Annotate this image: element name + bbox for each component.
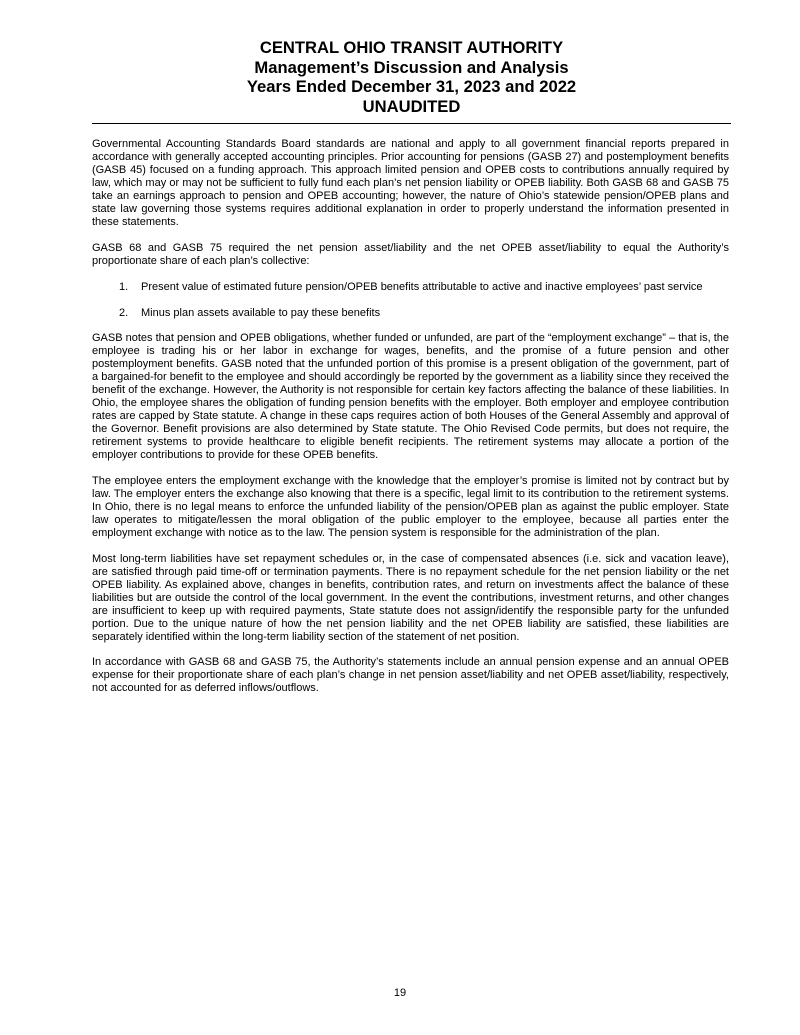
document-header [92,38,731,116]
organization-name: CENTRAL OHIO TRANSIT AUTHORITY [259,38,564,57]
numbered-list [92,281,729,320]
paragraph-gasb-standards: Governmental Accounting Standards Board standards are national and apply to all government financial reports prepared in accordance with generally accepted accounting principles. Prior accounting for pensions (GASB 27) and postemployment benefits (GASB 45) focused on a funding approach. This approach limited pension and OPEB costs to contributions annually required by law, which may or may not be sufficient to fully fund each plan’s net pension liability or OPEB liability. Both GASB 68 and GASB 75 take an earnings approach to pension and OPEB accounting; however, the nature of Ohio’s statewide pension/OPEB plans and state law governing those systems requires additional explanation in order to properly understand the information presented in these statements. [92,138,729,228]
list-item-number: 1. [119,280,129,293]
list-item [92,281,729,294]
reporting-period: Years Ended December 31, 2023 and 2022 [246,77,577,97]
paragraph-employment-exchange: GASB notes that pension and OPEB obligations, whether funded or unfunded, are part of the “employment exchange” – that is, the employee is trading his or her labor in exchange for wages, benefits, and the promise of a future pension and other postemployment benefits. GASB noted that the unfunded portion of this promise is a present obligation of the government, part of a bargained-for benefit to the employee and should accordingly be reported by the government as a liability since they received the benefit of the exchange. However, the Authority is not responsible for certain key factors affecting the balance of these liabilities. In Ohio, the employee shares the obligation of funding pension benefits with the employer. Both employer and employee contribution rates are capped by State statute. A change in these caps requires action of both Houses of the General Assembly and approval of the Governor. Benefit provisions are also determined by State statute. The Ohio Revised Code permits, but does not require, the retirement systems to provide healthcare to eligible benefit recipients. The retirement systems may allocate a portion of the employer contributions to provide for these OPEB benefits. [92,332,729,462]
list-item-number: 2. [119,306,129,319]
paragraph-proportionate-share: GASB 68 and GASB 75 required the net pension asset/liability and the net OPEB asset/liability to equal the Authority’s proportionate share of each plan’s collective: [92,241,729,267]
list-item-text: Minus plan assets available to pay these benefits [141,306,381,319]
paragraph-employee-knowledge: The employee enters the employment exchange with the knowledge that the employer’s promise is limited not by contract but by law. The employer enters the exchange also knowing that there is a specific, legal limit to its contribution to the retirement systems. In Ohio, there is no legal means to enforce the unfunded liability of the pension/OPEB plan as against the public employer. State law operates to mitigate/lessen the moral obligation of the public employer to the employee, because all parties enter the employment exchange with notice as to the law. The pension system is responsible for the administration of the plan. [92,475,729,539]
list-item [92,307,729,320]
document-title: Management’s Discussion and Analysis [254,57,569,77]
audit-status: UNAUDITED [362,96,461,116]
document-body [92,138,729,708]
list-item-text: Present value of estimated future pension/OPEB benefits attributable to active and inactive employees’ past service [141,280,703,293]
paragraph-pension-expense: In accordance with GASB 68 and GASB 75, the Authority’s statements include an annual pension expense and an annual OPEB expense for their proportionate share of each plan’s change in net pension asset/liability and net OPEB asset/liability, respectively, not accounted for as deferred inflows/outflows. [92,656,729,695]
page-number: 19 [393,987,407,999]
paragraph-long-term-liabilities: Most long-term liabilities have set repayment schedules or, in the case of compensated absences (i.e. sick and vacation leave), are satisfied through paid time-off or termination payments. There is no repayment schedule for the net pension liability or the net OPEB liability. As explained above, changes in benefits, contribution rates, and return on investments affect the balance of these liabilities but are outside the control of the local government. In the event the contributions, investment returns, and other changes are insufficient to keep up with required payments, State statute does not assign/identify the responsible party for the unfunded portion. Due to the unique nature of how the net pension liability and the net OPEB liability are satisfied, these liabilities are separately identified within the long-term liability section of the statement of net position. [92,552,729,643]
header-divider [92,123,731,124]
